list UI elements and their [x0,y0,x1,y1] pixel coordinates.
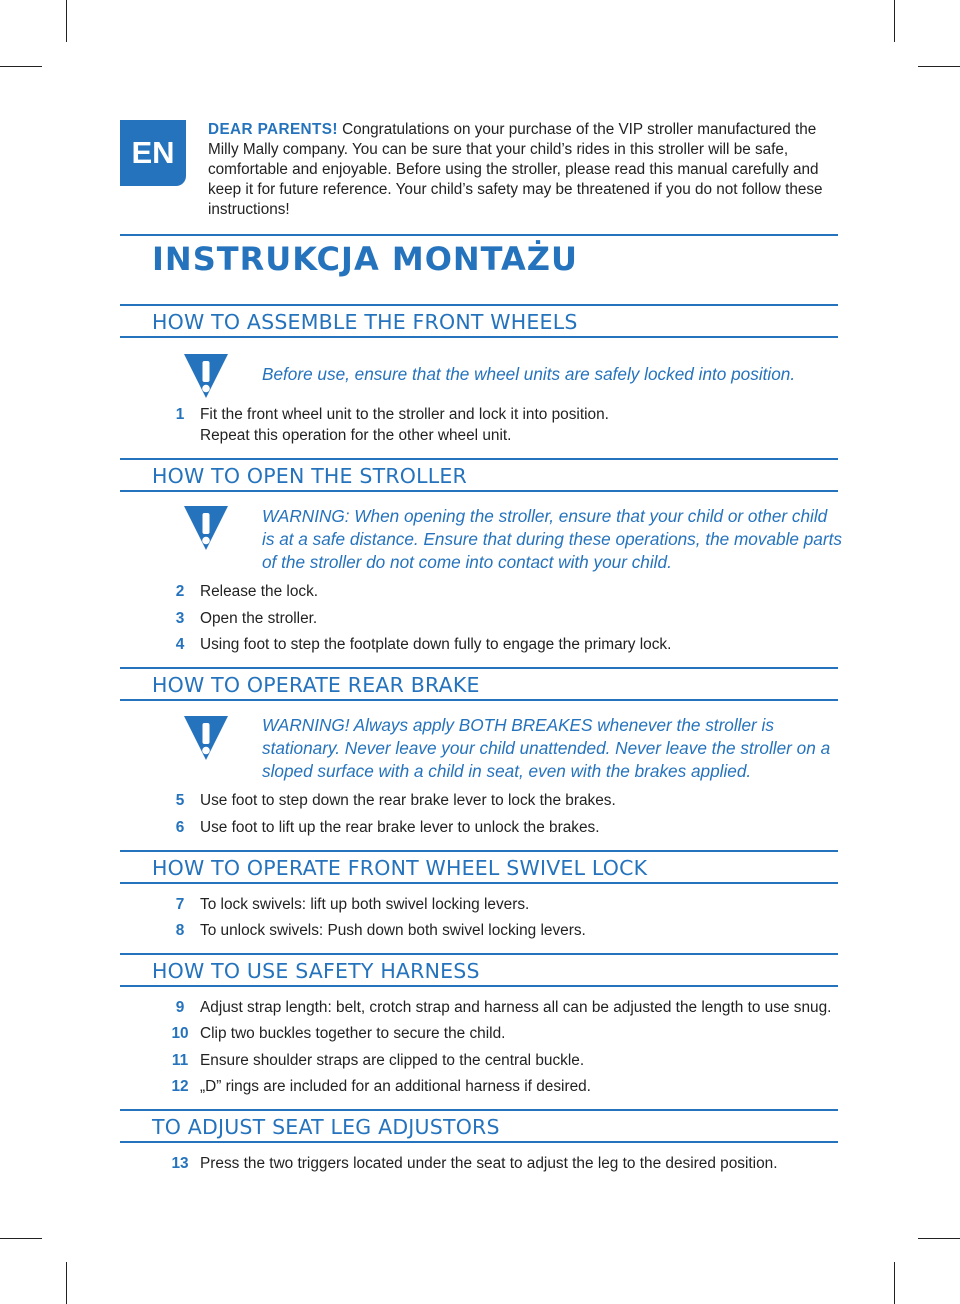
step-text: Release the lock. [200,583,319,600]
page-title: INSTRUKCJA MONTAŻU [152,240,578,278]
list-item [160,581,850,602]
step-number: 9 [175,999,185,1016]
warning-text: WARNING: When opening the stroller, ensure that your child or other child is at a safe distance. Ensure that during these operations, the movable parts of the stroller do not come into contact with your child. [262,506,842,572]
divider [120,1109,838,1111]
step-text: Press the two triggers located under the seat to adjust the leg to the desired position. [200,1155,778,1172]
crop-mark [66,0,67,42]
warning-icon [180,504,232,552]
divider [120,234,838,236]
divider [120,699,838,701]
step-text: To unlock swivels: Push down both swivel locking levers. [200,922,586,939]
crop-mark [0,66,42,67]
crop-mark [918,66,960,67]
list-item [160,634,850,655]
step-number: 11 [171,1052,189,1069]
divider [120,882,838,884]
divider [120,490,838,492]
step-number [160,425,200,446]
step-text: Clip two buckles together to secure the child. [200,1025,506,1042]
crop-mark [66,1262,67,1304]
divider [120,336,838,338]
step-number: 2 [175,583,185,600]
step-text: Using foot to step the footplate down fully to engage the primary lock. [200,636,672,653]
step-text: To lock swivels: lift up both swivel locking levers. [200,896,530,913]
section-heading-safety-harness: HOW TO USE SAFETY HARNESS [152,959,480,983]
divider [120,953,838,955]
warning-text: Before use, ensure that the wheel units are safely locked into position. [262,364,796,384]
step-text: Use foot to lift up the rear brake lever to unlock the brakes. [200,819,600,836]
step-number: 5 [175,792,185,809]
section-heading-open-stroller: HOW TO OPEN THE STROLLER [152,464,467,488]
step-text: Open the stroller. [200,610,318,627]
step-number: 12 [171,1078,189,1095]
intro-lead: DEAR PARENTS! [208,121,338,138]
list-item [160,817,850,838]
divider [120,850,838,852]
intro-paragraph [208,120,842,220]
list-item [160,404,850,425]
step-text: Repeat this operation for the other wheel unit. [200,427,512,444]
section-heading-rear-brake: HOW TO OPERATE REAR BRAKE [152,673,480,697]
divider [120,1141,838,1143]
step-number: 7 [175,896,185,913]
section-heading-swivel-lock: HOW TO OPERATE FRONT WHEEL SWIVEL LOCK [152,856,648,880]
step-number: 10 [171,1025,189,1042]
step-number: 8 [175,922,185,939]
section-heading-front-wheels: HOW TO ASSEMBLE THE FRONT WHEELS [152,310,578,334]
step-number: 4 [175,636,185,653]
step-text: Adjust strap length: belt, crotch strap and harness all can be adjusted the length to use snug. [200,999,832,1016]
crop-mark [0,1238,42,1239]
list-item [160,1050,850,1071]
list-item [160,1076,850,1097]
list-item [160,894,850,915]
step-text: Fit the front wheel unit to the stroller and lock it into position. [200,406,609,423]
list-item [160,790,850,811]
divider [120,458,838,460]
section-heading-seat-leg: TO ADJUST SEAT LEG ADJUSTORS [152,1115,500,1139]
list-item [160,1153,850,1174]
warning-text: WARNING! Always apply BOTH BREAKES whenever the stroller is stationary. Never leave your child unattended. Never leave the stroller on a sloped surface with a child in seat, even with the brakes applied. [262,715,831,781]
divider [120,985,838,987]
divider [120,667,838,669]
step-number: 13 [171,1155,189,1172]
step-number: 3 [175,610,185,627]
list-item [160,997,850,1018]
warning-icon [180,352,232,400]
divider [120,304,838,306]
intro-text: Congratulations on your purchase of the VIP stroller manufactured the Milly Mally company. You can be sure that your child’s rides in this stroller will be safe, comfortable and enjoyable. Before using the stroller, please read this manual carefully and keep it for future reference. Your child’s safety may be threatened if you do not follow these instructions! [208,121,823,218]
crop-mark [918,1238,960,1239]
step-text: „D” rings are included for an additional harness if desired. [200,1078,591,1095]
list-item [160,920,850,941]
step-text: Ensure shoulder straps are clipped to the central buckle. [200,1052,585,1069]
crop-mark [894,1262,895,1304]
list-item [160,425,850,446]
list-item [160,1023,850,1044]
list-item [160,608,850,629]
step-number: 1 [175,406,185,423]
warning-icon [180,714,232,762]
step-text: Use foot to step down the rear brake lever to lock the brakes. [200,792,616,809]
crop-mark [894,0,895,42]
language-badge: EN [120,120,186,186]
step-number: 6 [175,819,185,836]
